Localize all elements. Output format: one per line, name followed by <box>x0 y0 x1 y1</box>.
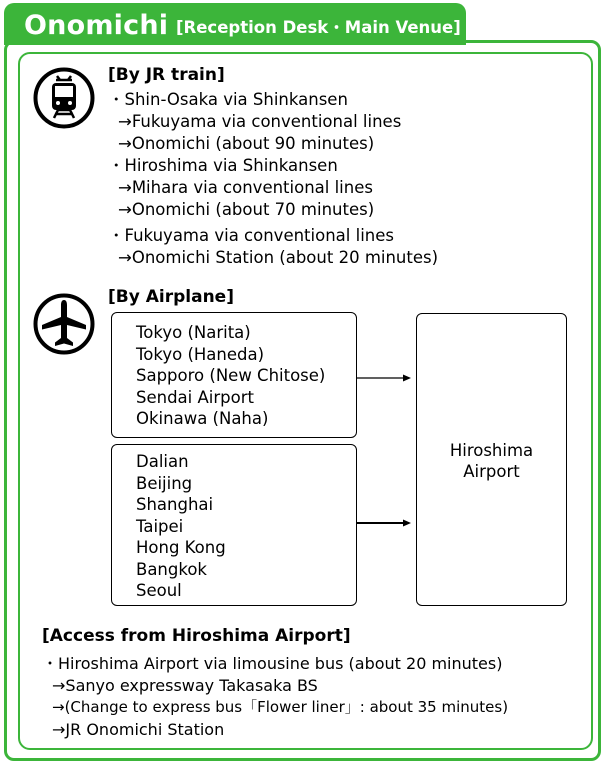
list-item: Beijing <box>136 473 193 493</box>
list-item: Tokyo (Narita) <box>136 323 251 342</box>
list-item: Dalian <box>136 452 189 471</box>
train-line: ・Hiroshima via Shinkansen <box>108 156 338 175</box>
airport-access-line: →JR Onomichi Station <box>52 720 225 739</box>
airport-access-line: →Sanyo expressway Takasaka BS <box>52 676 318 695</box>
list-item: Sapporo (New Chitose) <box>136 366 326 385</box>
destination-label: Airport <box>463 462 520 481</box>
list-item: Taipei <box>136 516 184 536</box>
train-line: →Mihara via conventional lines <box>118 178 373 197</box>
train-line: →Onomichi Station (about 20 minutes) <box>118 248 439 267</box>
airport-access-heading: [Access from Hiroshima Airport] <box>42 626 351 646</box>
list-item: Tokyo (Haneda) <box>136 344 265 364</box>
page-subtitle: [Reception Desk・Main Venue] <box>176 18 461 37</box>
list-item: Hong Kong <box>136 538 226 557</box>
airport-access-line: ・Hiroshima Airport via limousine bus (about 20 minutes) <box>42 654 503 673</box>
train-line: ・Shin-Osaka via Shinkansen <box>108 90 348 109</box>
destination-label: Hiroshima <box>449 441 534 460</box>
header-tab <box>4 3 466 45</box>
list-item: Bangkok <box>136 559 207 579</box>
train-heading: [By JR train] <box>108 65 225 85</box>
airplane-icon <box>32 292 96 356</box>
train-line: →Fukuyama via conventional lines <box>118 112 402 131</box>
airport-access-line: →(Change to express bus「Flower liner」: about 35 minutes) <box>52 698 509 716</box>
list-item: Okinawa (Naha) <box>136 409 269 428</box>
train-line: ・Fukuyama via conventional lines <box>108 226 394 245</box>
list-item: Sendai Airport <box>136 387 254 407</box>
airplane-heading: [By Airplane] <box>108 287 234 307</box>
arrow-icon <box>357 516 413 530</box>
page-title: Onomichi <box>24 10 169 41</box>
train-line: →Onomichi (about 70 minutes) <box>118 200 375 219</box>
train-line: →Onomichi (about 90 minutes) <box>118 134 375 153</box>
arrow-icon <box>357 371 413 385</box>
list-item: Shanghai <box>136 495 214 514</box>
international-airports-list <box>136 451 226 602</box>
train-icon <box>32 66 96 130</box>
list-item: Seoul <box>136 581 182 600</box>
domestic-airports-list <box>136 322 325 430</box>
